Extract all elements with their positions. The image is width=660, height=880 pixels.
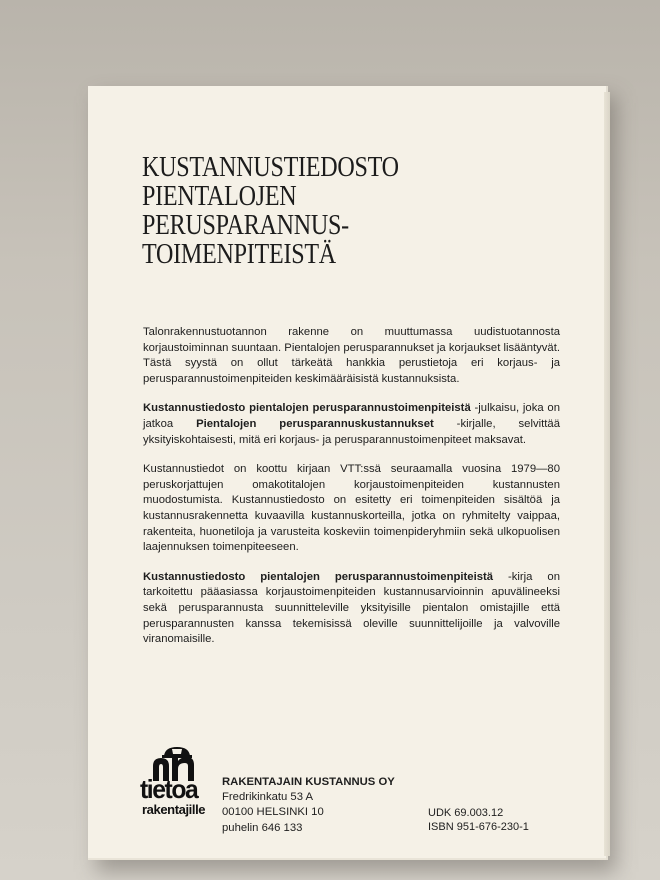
publisher-phone: puhelin 646 133 (222, 821, 303, 834)
title-line: TOIMENPITEISTÄ (142, 239, 336, 270)
udk-code: UDK 69.003.12 (428, 807, 504, 819)
blurb-paragraph-3: Kustannustiedot on koottu kirjaan VTT:ssä seuraamalla vuosina 1979—80 peruskorjattujen omakotitalojen korjaustoimenpiteiden kustannusten muodostumista. Kustannustiedosto on esitetty eri toimenpiteiden sisältöä ja kustannusrakennetta kuvaavilla kustannuskorteilla, jotka on ryhmitelty vaippaa, rakenteita, huonetiloja ja varusteita koskeviin toimenpideryhmiin sekä ulkopuolisen laajennuksen toimenpiteeseen. (143, 463, 560, 554)
publisher-name: RAKENTAJAIN KUSTANNUS OY (222, 776, 395, 788)
logo-word-rakentajille: rakentajille (142, 802, 206, 817)
publisher-address-city: 00100 HELSINKI 10 (222, 806, 324, 819)
title-line: PIENTALOJEN (142, 181, 297, 212)
prior-book-name-bold: Pientalojen perusparannuskustannukset (196, 417, 434, 430)
title-line: KUSTANNUSTIEDOSTO (142, 152, 399, 183)
book-name-bold: Kustannustiedosto pientalojen perusparannustoimenpiteistä (143, 570, 494, 583)
classification-codes (428, 806, 529, 834)
blurb-paragraph-4 (143, 570, 560, 648)
book-title (142, 153, 399, 269)
title-line: PERUSPARANNUS- (142, 210, 349, 241)
blurb-paragraph-1: Talonrakennustuotannon rakenne on muuttumassa uudistuotannosta korjaustoiminnan suuntaan. Pientalojen perusparannukset ja korjaukset lisääntyvät. Tästä syystä on ollut tärkeätä hankkia perustietoja eri korjaus- ja perusparannustoimenpiteiden keskimääräisistä kustannuksista. (143, 326, 560, 385)
blurb-paragraph-2 (143, 401, 560, 448)
publisher-address-street: Fredrikinkatu 53 A (222, 791, 314, 804)
blurb-text: -kirjalle, selvittää yksityiskohtaisesti, mitä eri korjaus- ja perusparannustoimenpiteet maksavat. (143, 417, 560, 446)
book-name-bold: Kustannustiedosto pientalojen perusparannustoimenpiteistä (143, 402, 471, 415)
logo-word-tietoa: tietoa (140, 774, 198, 804)
blurb-text: -julkaisu, joka on jatkoa (143, 402, 561, 430)
isbn-code: ISBN 951-676-230-1 (428, 821, 529, 834)
publisher-info (222, 775, 395, 836)
publisher-logo (140, 746, 214, 828)
blurb-text: -kirja on tarkoitettu pääasiassa korjaustoimenpiteiden kustannusarvioinnin apuvälineeksi sekä perusparannusta suunnitteleville yksityisille pientalon omistajille että perusparannusten kanssa tekemisissä oleville suunnittelijoille ja valvoville viranomaisille. (143, 570, 560, 646)
book-page-edge (604, 92, 610, 856)
blurb (143, 325, 560, 662)
